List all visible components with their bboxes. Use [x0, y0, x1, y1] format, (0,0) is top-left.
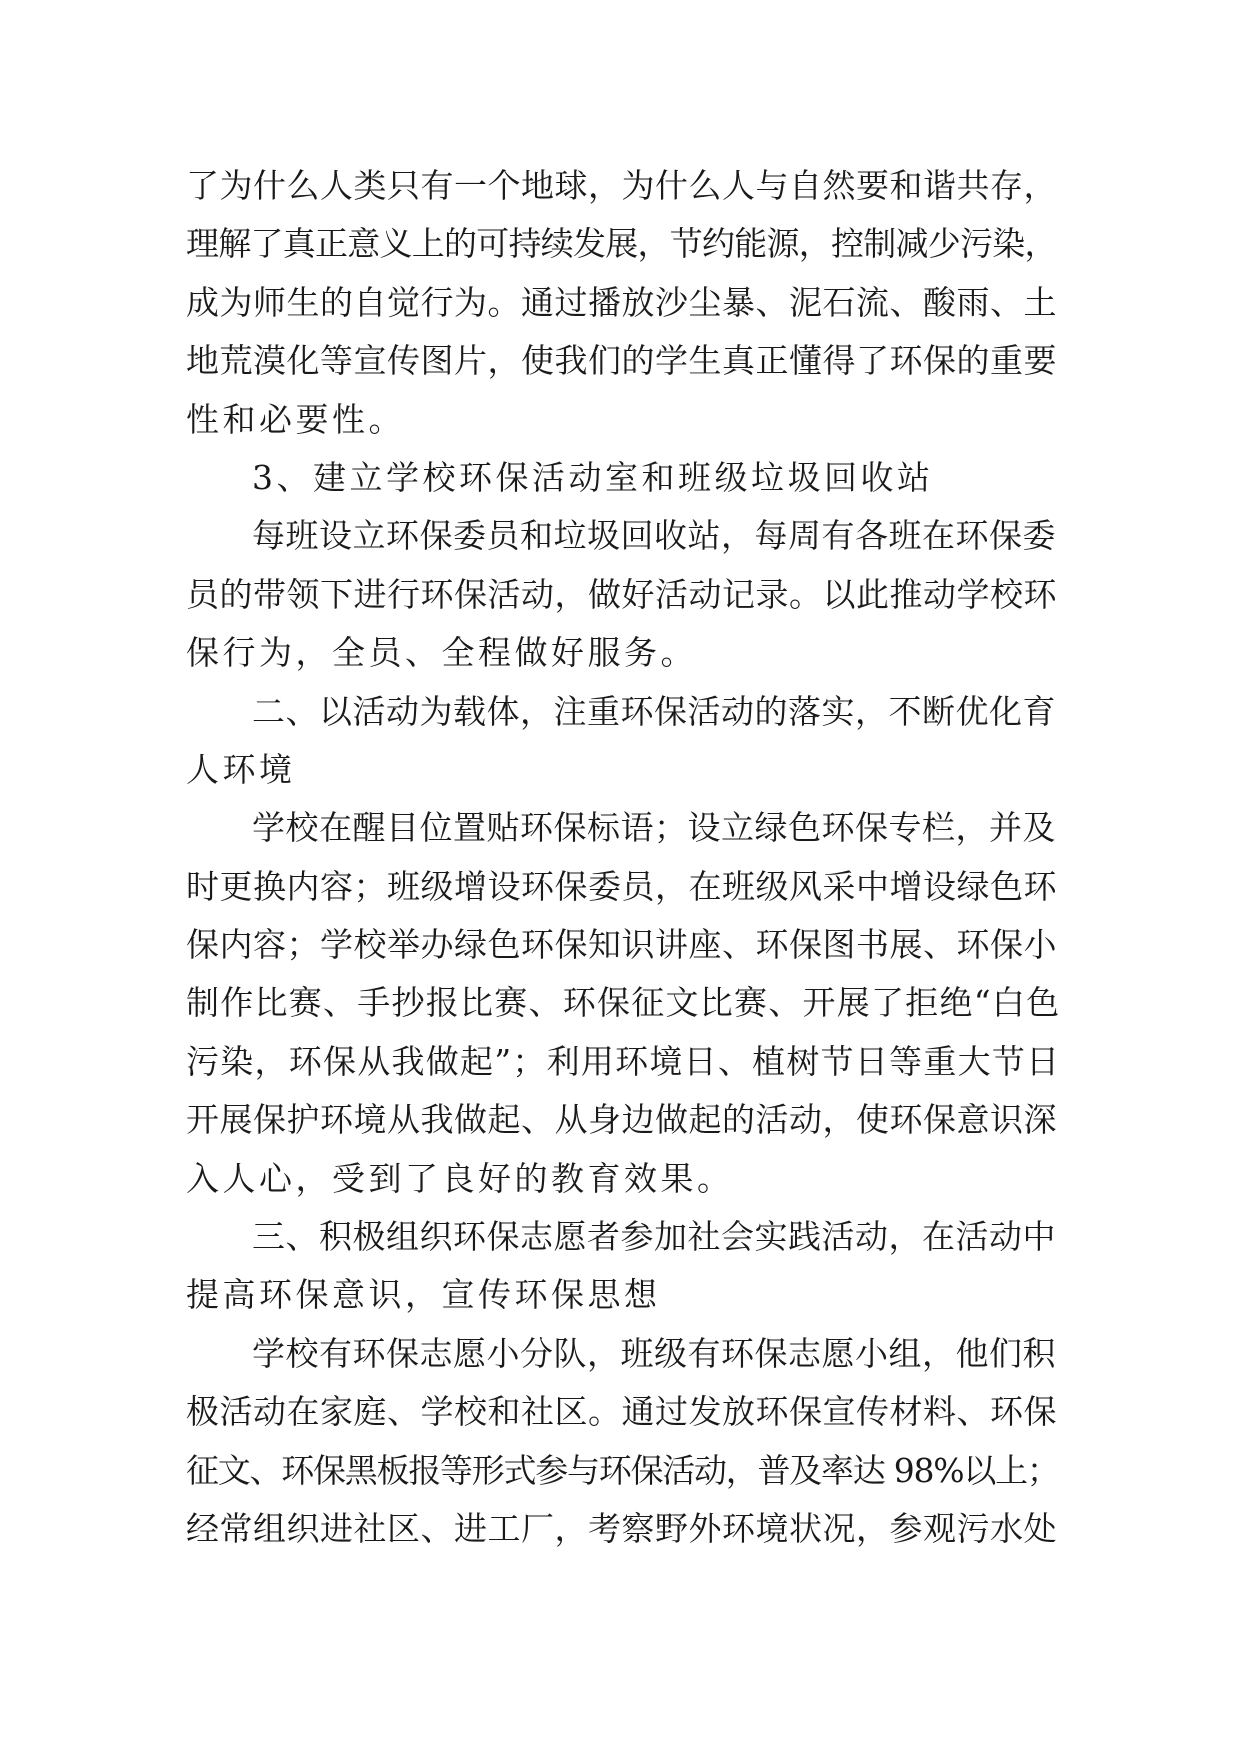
text-line: 性和必要性。: [186, 399, 405, 439]
text-line: 保行为，全员、全程做好服务。: [186, 633, 697, 673]
text-line: 时更换内容；班级增设环保委员，在班级风采中增设绿色环: [186, 866, 1057, 906]
text-line: 学校有环保志愿小分队，班级有环保志愿小组，他们积: [252, 1333, 1056, 1373]
text-line: 成为师生的自觉行为。通过播放沙尘暴、泥石流、酸雨、土: [186, 282, 1057, 322]
section-heading-cont: 提高环保意识，宣传环保思想: [186, 1275, 661, 1315]
section-heading: 3、建立学校环保活动室和班级垃圾回收站: [252, 457, 934, 497]
section-heading: 二、以活动为载体，注重环保活动的落实，不断优化育: [252, 691, 1056, 731]
text-line: 理解了真正意义上的可持续发展，节约能源，控制减少污染，: [186, 224, 1057, 264]
text-line: 极活动在家庭、学校和社区。通过发放环保宣传材料、环保: [186, 1392, 1057, 1432]
text-line: 每班设立环保委员和垃圾回收站，每周有各班在环保委: [252, 516, 1056, 556]
text-line: 开展保护环境从我做起、从身边做起的活动，使环保意识深: [186, 1100, 1057, 1140]
text-line: 地荒漠化等宣传图片，使我们的学生真正懂得了环保的重要: [186, 341, 1057, 381]
text-line: 员的带领下进行环保活动，做好活动记录。以此推动学校环: [186, 574, 1057, 614]
section-heading-cont: 人环境: [186, 749, 296, 789]
text-line: 污染，环保从我做起”；利用环境日、植树节日等重大节日: [186, 1041, 1061, 1081]
text-line: 入人心，受到了良好的教育效果。: [186, 1158, 734, 1198]
text-line: 征文、环保黑板报等形式参与环保活动，普及率达 98%以上；: [186, 1450, 1059, 1490]
document-body: [186, 157, 1061, 1558]
text-line: 经常组织进社区、进工厂，考察野外环境状况，参观污水处: [186, 1508, 1057, 1548]
text-line: 制作比赛、手抄报比赛、环保征文比赛、开展了拒绝“白色: [186, 983, 1061, 1023]
section-heading: 三、积极组织环保志愿者参加社会实践活动，在活动中: [252, 1217, 1056, 1257]
text-line: 了为什么人类只有一个地球，为什么人与自然要和谐共存，: [186, 166, 1057, 205]
text-line: 保内容；学校举办绿色环保知识讲座、环保图书展、环保小: [186, 925, 1057, 965]
text-line: 学校在醒目位置贴环保标语；设立绿色环保专栏，并及: [252, 808, 1056, 848]
